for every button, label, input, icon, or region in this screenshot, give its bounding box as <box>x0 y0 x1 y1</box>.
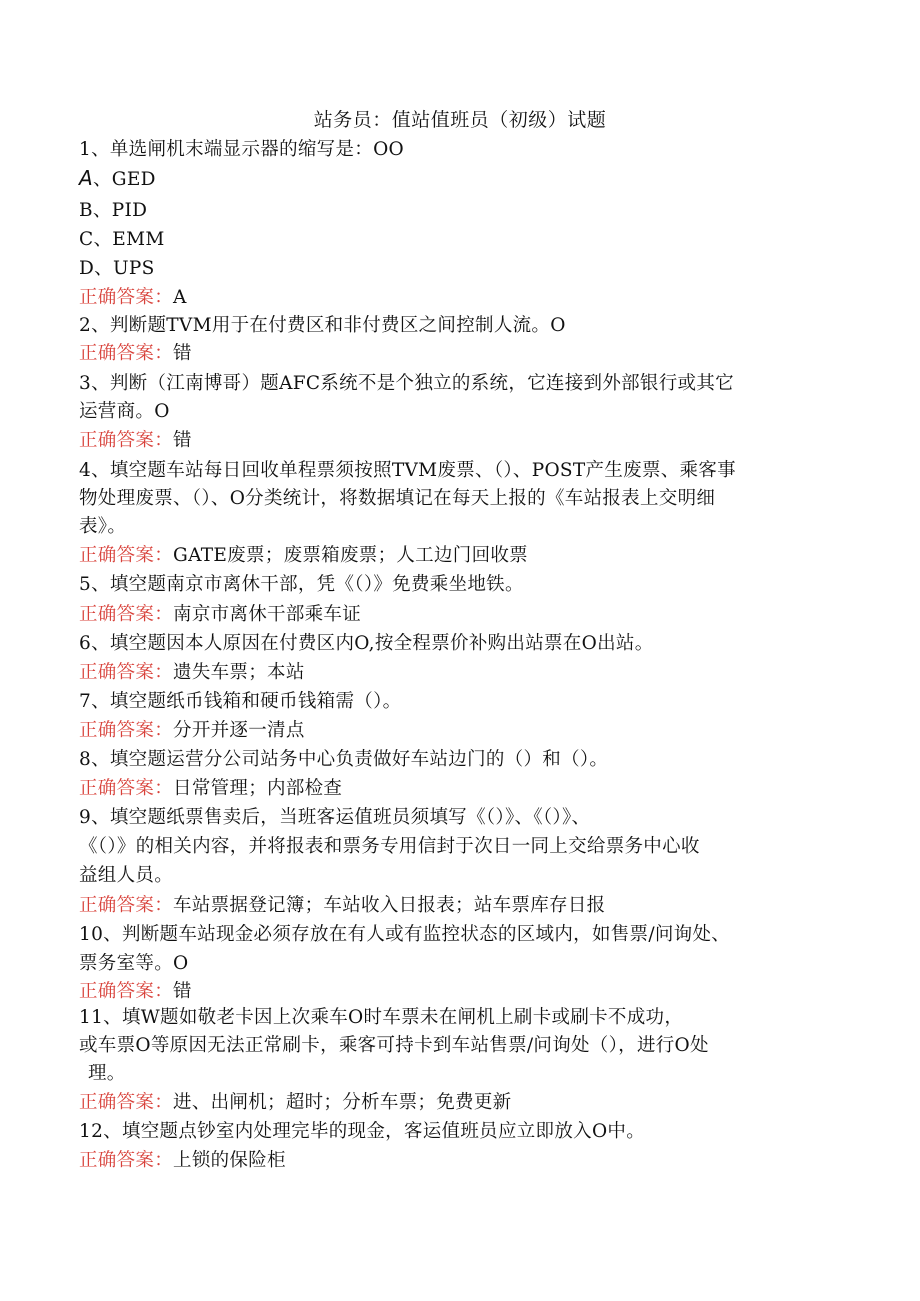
answer-8 <box>79 775 342 803</box>
answer-3 <box>79 427 192 455</box>
answer-label: 正确答案： <box>79 343 174 364</box>
page-title: 站务员：值站值班员（初级）试题 <box>313 109 607 131</box>
option-b: B、PID <box>79 200 148 221</box>
answer-text: 日常管理；内部检查 <box>173 778 343 799</box>
answer-text: 车站票据登记簿；车站收入日报表；站车票库存日报 <box>173 895 606 916</box>
question-4-stem-line-1: 4、填空题车站每日回收单程票须按照TVM废票、（）、POST产生废票、乘客事 <box>79 460 736 481</box>
question-9-stem-line-2: 《（）》的相关内容，并将报表和票务专用信封于次日一同上交给票务中心收 <box>79 836 700 857</box>
answer-label: 正确答案： <box>79 778 174 799</box>
question-4-stem-line-2: 物处理废票、（）、O分类统计，将数据填记在每天上报的《车站报表上交明细 <box>79 488 716 509</box>
answer-1 <box>79 284 187 312</box>
question-10-stem-line-2: 票务室等。O <box>79 953 189 974</box>
answer-text: 错 <box>173 430 192 451</box>
answer-text: 进、出闸机；超时；分析车票；免费更新 <box>173 1092 512 1113</box>
question-9-stem-line-3: 益组人员。 <box>79 865 174 886</box>
question-3-stem-line-1: 3、判断（江南博哥）题AFC系统不是个独立的系统，它连接到外部银行或其它 <box>79 373 734 394</box>
question-11-stem-line-1: 11、填W题如敬老卡因上次乘车O时车票未在闸机上刷卡或刷卡不成功， <box>79 1007 684 1028</box>
answer-4 <box>79 542 528 570</box>
answer-label: 正确答案： <box>79 604 174 625</box>
answer-label: 正确答案： <box>79 287 174 308</box>
answer-5 <box>79 601 361 629</box>
answer-7 <box>79 717 305 745</box>
answer-label: 正确答案： <box>79 430 174 451</box>
answer-label: 正确答案： <box>79 895 174 916</box>
question-9-stem-line-1: 9、填空题纸票售卖后，当班客运值班员须填写《（）》、《（）》、 <box>79 807 591 828</box>
answer-2 <box>79 340 192 368</box>
option-a: A、GED <box>79 166 156 190</box>
answer-text: 分开并逐一清点 <box>173 720 305 741</box>
answer-text: 上锁的保险柜 <box>173 1150 286 1171</box>
answer-label: 正确答案： <box>79 1092 174 1113</box>
answer-text: 错 <box>173 343 192 364</box>
question-5-stem: 5、填空题南京市离休干部，凭《（）》免费乘坐地铁。 <box>79 574 524 595</box>
answer-label: 正确答案： <box>79 981 174 1002</box>
answer-text: 遗失车票；本站 <box>173 662 305 683</box>
answer-11 <box>79 1089 511 1117</box>
answer-text: GATE废票；废票箱废票；人工边门回收票 <box>173 545 528 566</box>
question-8-stem: 8、填空题运营分公司站务中心负责做好车站边门的（）和（）。 <box>79 749 609 770</box>
answer-text: 南京市离休干部乘车证 <box>173 604 362 625</box>
option-d: D、UPS <box>79 258 155 279</box>
answer-6 <box>79 659 305 687</box>
option-c: C、EMM <box>79 229 165 250</box>
question-3-stem-line-2: 运营商。O <box>79 401 170 422</box>
question-12-stem: 12、填空题点钞室内处理完毕的现金，客运值班员应立即放入O中。 <box>79 1121 646 1142</box>
question-7-stem: 7、填空题纸币钱箱和硬币钱箱需（）。 <box>79 691 402 712</box>
question-11-stem-line-3: 理。 <box>88 1063 126 1084</box>
option-letter: A <box>79 166 93 190</box>
question-1-stem: 1、单选闸机末端显示器的缩写是：OO <box>79 139 405 160</box>
answer-label: 正确答案： <box>79 720 174 741</box>
answer-label: 正确答案： <box>79 545 174 566</box>
question-11-stem-line-2: 或车票O等原因无法正常刷卡，乘客可持卡到车站售票/问询处（），进行O处 <box>79 1035 709 1056</box>
question-6-stem: 6、填空题因本人原因在付费区内O,按全程票价补购出站票在O出站。 <box>79 633 654 654</box>
answer-label: 正确答案： <box>79 662 174 683</box>
answer-label: 正确答案： <box>79 1150 174 1171</box>
question-10-stem-line-1: 10、判断题车站现金必须存放在有人或有监控状态的区域内，如售票/问询处、 <box>79 924 731 945</box>
question-4-stem-line-3: 表》。 <box>79 516 127 537</box>
question-2-stem: 2、判断题TVM用于在付费区和非付费区之间控制人流。O <box>79 315 566 336</box>
answer-text: 错 <box>173 981 192 1002</box>
answer-10 <box>79 978 192 1006</box>
answer-12 <box>79 1147 286 1175</box>
answer-9 <box>79 892 605 920</box>
answer-text: A <box>173 287 187 308</box>
